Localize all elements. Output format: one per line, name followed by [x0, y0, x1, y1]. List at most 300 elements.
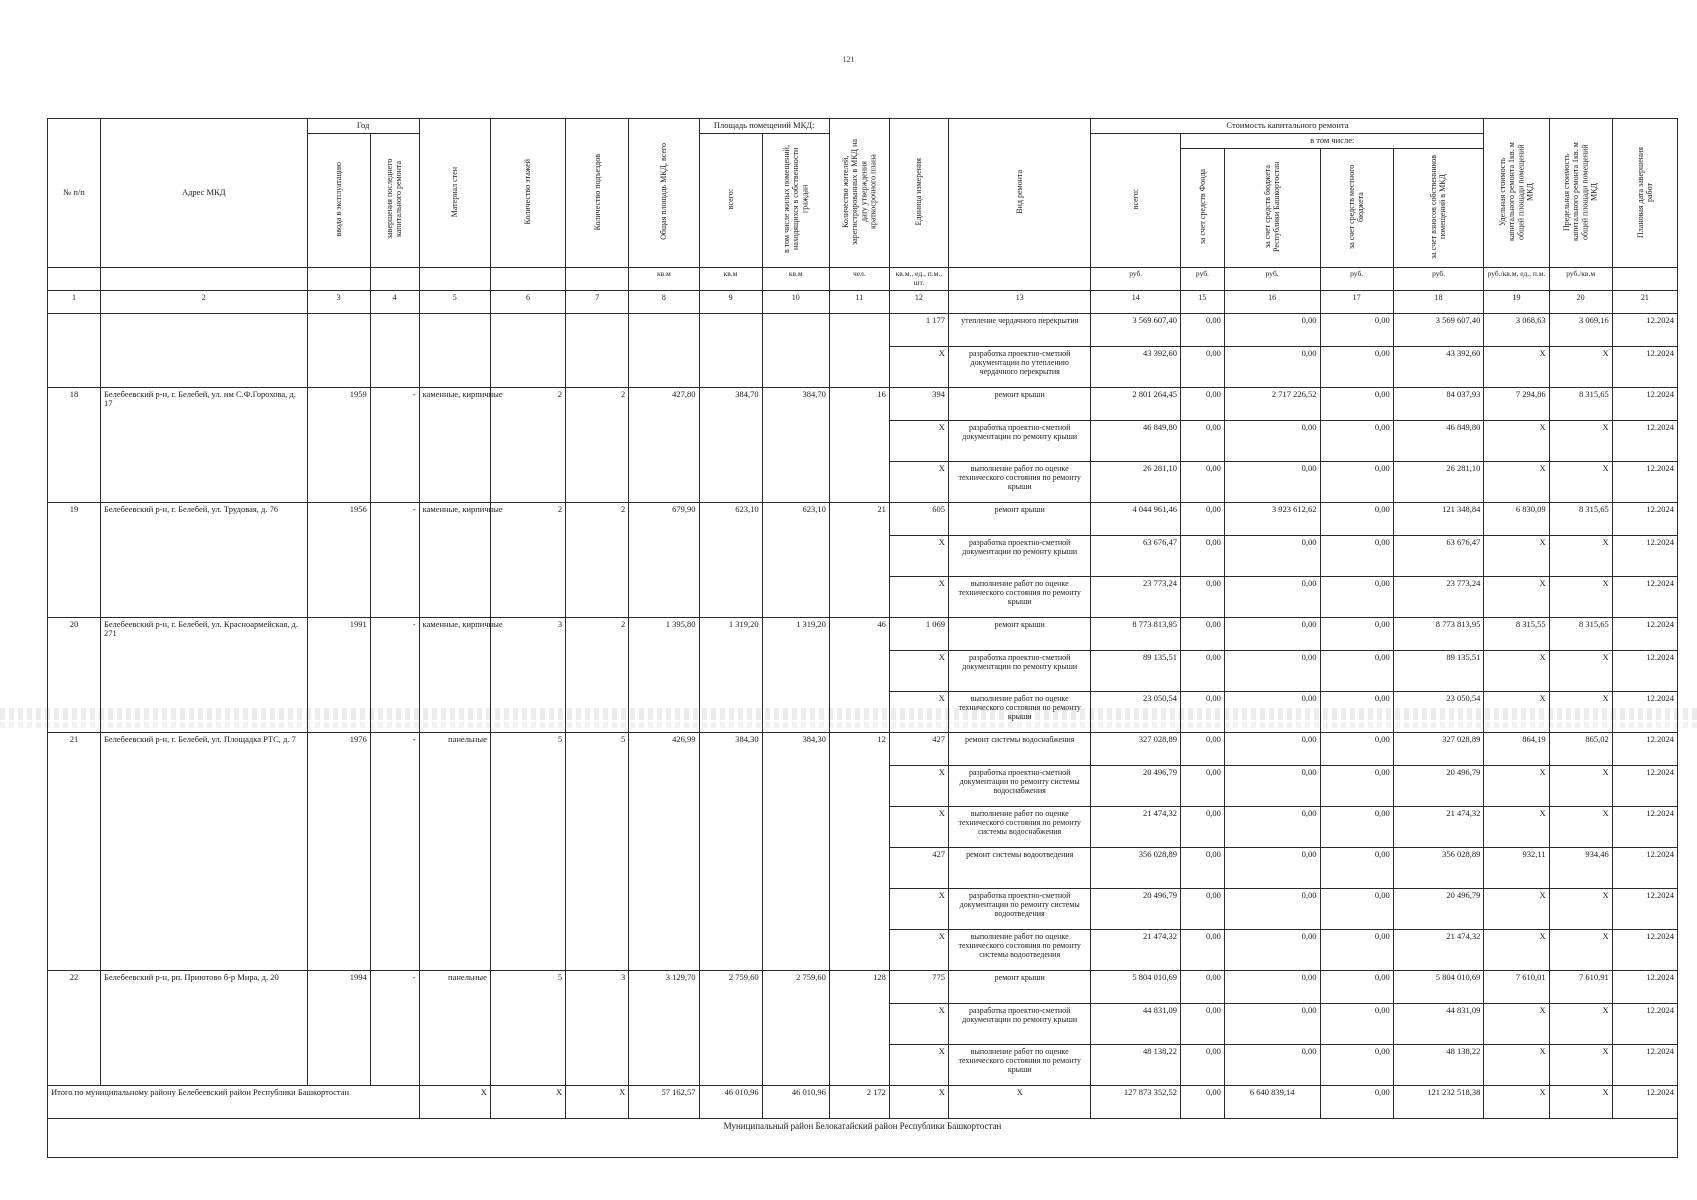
cost-owners: 23 050,54: [1393, 691, 1484, 732]
table-row: [48, 387, 1678, 420]
house-address: Белебеевский р-н, рп. Приютово б-р Мира, д. 20: [100, 970, 307, 1085]
work-type: разработка проектно-сметной документации по ремонту крыши: [948, 1003, 1091, 1044]
cost-total: 20 496,79: [1091, 888, 1181, 929]
table-row: [48, 313, 1678, 346]
cost-fund: 0,00: [1181, 1044, 1225, 1085]
year-last-repair: -: [370, 617, 419, 732]
unit-cost: 3 068,63: [1484, 313, 1549, 346]
limit-cost: 8 315,65: [1549, 617, 1612, 650]
unit-cost: X: [1484, 691, 1549, 732]
deadline: 12.2024: [1612, 387, 1677, 420]
total-floors: X: [490, 1085, 565, 1118]
house-number: 21: [48, 732, 101, 970]
work-type: ремонт крыши: [948, 387, 1091, 420]
unit-cost: 7 610,01: [1484, 970, 1549, 1003]
header-cost-group: Стоимость капитального ремонта: [1091, 119, 1484, 134]
header-area-total: всего:: [725, 189, 735, 210]
work-type: выполнение работ по оценке технического состояния по ремонту крыши: [948, 691, 1091, 732]
limit-cost: 8 315,65: [1549, 502, 1612, 535]
unit-value: 605: [889, 502, 948, 535]
unit-cell: [566, 268, 629, 290]
header-limit-cost-cell: [1549, 119, 1612, 268]
house-address: Белебеевский р-н, г. Белебей, ул. Трудовая, д. 76: [100, 502, 307, 617]
header-cost-republic: за счет средств бюджета Республики Башкортостан: [1262, 161, 1282, 252]
cost-total: 21 474,32: [1091, 929, 1181, 970]
work-type: выполнение работ по оценке технического состояния по ремонту крыши: [948, 461, 1091, 502]
year-commission: 1994: [307, 970, 370, 1085]
residents: 16: [829, 387, 889, 502]
work-type: ремонт системы водоотведения: [948, 847, 1091, 888]
unit-value: X: [889, 535, 948, 576]
house-address: Белебеевский р-н, г. Белебей, ул. Площадка РТС, д. 7: [100, 732, 307, 970]
total-area: 426,99: [629, 732, 699, 970]
cost-fund: 0,00: [1181, 888, 1225, 929]
cost-owners: 89 135,51: [1393, 650, 1484, 691]
deadline: 12.2024: [1612, 929, 1677, 970]
header-cost-total-cell: [1091, 133, 1181, 268]
cost-total: 356 028,89: [1091, 847, 1181, 888]
column-number-cell: 19: [1484, 290, 1549, 313]
cost-fund: 0,00: [1181, 732, 1225, 765]
column-number-cell: 11: [829, 290, 889, 313]
deadline: 12.2024: [1612, 1044, 1677, 1085]
cost-owners: 5 804 010,69: [1393, 970, 1484, 1003]
cost-republic: 0,00: [1224, 535, 1320, 576]
unit-cost: X: [1484, 929, 1549, 970]
cost-total: 4 044 961,46: [1091, 502, 1181, 535]
cost-local: 0,00: [1320, 502, 1393, 535]
header-material: Материал стен: [450, 166, 460, 217]
continuation-empty-cell: [566, 313, 629, 387]
header-unit: Единица измерения: [914, 158, 924, 226]
deadline: 12.2024: [1612, 732, 1677, 765]
deadline: 12.2024: [1612, 346, 1677, 387]
cost-fund: 0,00: [1181, 806, 1225, 847]
deadline: 12.2024: [1612, 420, 1677, 461]
limit-cost: X: [1549, 888, 1612, 929]
cost-fund: 0,00: [1181, 847, 1225, 888]
column-number-row: [48, 290, 1678, 313]
unit-value: X: [889, 1044, 948, 1085]
cost-local: 0,00: [1320, 387, 1393, 420]
table-row: [48, 970, 1678, 1003]
unit-value: 427: [889, 847, 948, 888]
column-number-cell: 16: [1224, 290, 1320, 313]
entrances: 5: [566, 732, 629, 970]
unit-cost: 6 830,09: [1484, 502, 1549, 535]
deadline: 12.2024: [1612, 576, 1677, 617]
cost-owners: 44 831,09: [1393, 1003, 1484, 1044]
cost-fund: 0,00: [1181, 420, 1225, 461]
residents: 128: [829, 970, 889, 1085]
cost-owners: 43 392,60: [1393, 346, 1484, 387]
header-area-total-cell: [699, 133, 762, 268]
limit-cost: 7 610,91: [1549, 970, 1612, 1003]
limit-cost: 8 315,65: [1549, 387, 1612, 420]
unit-value: X: [889, 420, 948, 461]
work-type: выполнение работ по оценке технического состояния по ремонту крыши: [948, 576, 1091, 617]
header-year-commission-cell: [307, 133, 370, 268]
cost-owners: 356 028,89: [1393, 847, 1484, 888]
unit-value: X: [889, 929, 948, 970]
cost-owners: 21 474,32: [1393, 806, 1484, 847]
cost-owners: 48 138,22: [1393, 1044, 1484, 1085]
premises-area-fee: 384,30: [762, 732, 829, 970]
cost-republic: 0,00: [1224, 970, 1320, 1003]
unit-cost: 7 294,86: [1484, 387, 1549, 420]
cost-local: 0,00: [1320, 847, 1393, 888]
deadline: 12.2024: [1612, 313, 1677, 346]
unit-cost: X: [1484, 888, 1549, 929]
cost-local: 0,00: [1320, 576, 1393, 617]
cost-local: 0,00: [1320, 650, 1393, 691]
unit-value: X: [889, 346, 948, 387]
deadline: 12.2024: [1612, 502, 1677, 535]
cost-total: 48 138,22: [1091, 1044, 1181, 1085]
header-cost-local-cell: [1320, 148, 1393, 268]
cost-republic: 6 640 839,14: [1224, 1085, 1320, 1118]
deadline: 12.2024: [1612, 535, 1677, 576]
total-row: [48, 1085, 1678, 1118]
cost-fund: 0,00: [1181, 1085, 1225, 1118]
cost-republic: 0,00: [1224, 576, 1320, 617]
limit-cost: X: [1549, 576, 1612, 617]
cost-local: 0,00: [1320, 1044, 1393, 1085]
unit-cell: [48, 268, 101, 290]
next-section-title: Муниципальный район Белокатайский район Республики Башкортостан: [48, 1118, 1678, 1157]
total-area: 1 395,80: [629, 617, 699, 732]
cost-local: 0,00: [1320, 1003, 1393, 1044]
deadline: 12.2024: [1612, 970, 1677, 1003]
floors: 3: [490, 617, 565, 732]
year-commission: 1959: [307, 387, 370, 502]
house-address: Белебеевский р-н, г. Белебей, ул. Красноармейская, д. 271: [100, 617, 307, 732]
cost-total: 5 804 010,69: [1091, 970, 1181, 1003]
deadline: 12.2024: [1612, 461, 1677, 502]
cost-fund: 0,00: [1181, 502, 1225, 535]
header-unit-cost: Удельная стоимость капитального ремонта 1кв. м общей площади помещений МКД: [1498, 142, 1535, 242]
unit-cost: X: [1484, 420, 1549, 461]
header-work-cell: [948, 119, 1091, 268]
cost-republic: 0,00: [1224, 346, 1320, 387]
floors: 2: [490, 502, 565, 617]
cost-owners: 20 496,79: [1393, 765, 1484, 806]
unit-cost: 8 315,55: [1484, 617, 1549, 650]
cost-republic: 0,00: [1224, 929, 1320, 970]
total-area: 679,90: [629, 502, 699, 617]
work-type: разработка проектно-сметной документации по ремонту системы водоотведения: [948, 888, 1091, 929]
unit-value: X: [889, 1003, 948, 1044]
cost-republic: 0,00: [1224, 650, 1320, 691]
cost-total: 43 392,60: [1091, 346, 1181, 387]
total-material: X: [419, 1085, 490, 1118]
premises-area: 1 319,20: [699, 617, 762, 732]
column-number-cell: 21: [1612, 290, 1677, 313]
cost-fund: 0,00: [1181, 617, 1225, 650]
column-number-cell: 15: [1181, 290, 1225, 313]
cost-local: 0,00: [1320, 313, 1393, 346]
header-cost-fund-cell: [1181, 148, 1225, 268]
column-number-cell: 1: [48, 290, 101, 313]
house-number: 18: [48, 387, 101, 502]
unit-value: X: [889, 888, 948, 929]
residents: 12: [829, 732, 889, 970]
units-row: [48, 268, 1678, 290]
limit-cost: X: [1549, 929, 1612, 970]
wall-material: панельные: [419, 732, 490, 970]
limit-cost: X: [1549, 535, 1612, 576]
cost-fund: 0,00: [1181, 691, 1225, 732]
unit-cost: X: [1484, 346, 1549, 387]
work-type: разработка проектно-сметной документации по ремонту крыши: [948, 650, 1091, 691]
unit-cell: руб./кв.м: [1549, 268, 1612, 290]
cost-total: 127 873 352,52: [1091, 1085, 1181, 1118]
premises-area: 623,10: [699, 502, 762, 617]
unit-cell: кв.м: [762, 268, 829, 290]
cost-fund: 0,00: [1181, 970, 1225, 1003]
cost-owners: 26 281,10: [1393, 461, 1484, 502]
header-including-group: в том числе:: [1181, 133, 1484, 148]
limit-cost: 3 069,16: [1549, 313, 1612, 346]
header-material-cell: [419, 119, 490, 268]
work-type: ремонт крыши: [948, 617, 1091, 650]
header-work-type: Вид ремонта: [1015, 169, 1025, 214]
header-floors-cell: [490, 119, 565, 268]
cost-republic: 0,00: [1224, 420, 1320, 461]
cost-local: 0,00: [1320, 535, 1393, 576]
cost-fund: 0,00: [1181, 576, 1225, 617]
house-number: 22: [48, 970, 101, 1085]
cost-total: 63 676,47: [1091, 535, 1181, 576]
limit-cost: X: [1549, 1003, 1612, 1044]
cost-owners: 46 849,80: [1393, 420, 1484, 461]
cost-republic: 0,00: [1224, 1003, 1320, 1044]
limit-cost: X: [1549, 1044, 1612, 1085]
cost-republic: 0,00: [1224, 313, 1320, 346]
limit-cost: X: [1549, 650, 1612, 691]
unit-cell: кв.м: [699, 268, 762, 290]
year-last-repair: -: [370, 732, 419, 970]
header-address: Адрес МКД: [100, 119, 307, 268]
unit-cost: X: [1484, 576, 1549, 617]
column-number-cell: 4: [370, 290, 419, 313]
column-number-cell: 6: [490, 290, 565, 313]
wall-material: панельные: [419, 970, 490, 1085]
continuation-empty-cell: [370, 313, 419, 387]
cost-total: 89 135,51: [1091, 650, 1181, 691]
deadline: 12.2024: [1612, 617, 1677, 650]
work-type: X: [948, 1085, 1091, 1118]
header-residents-cell: [829, 119, 889, 268]
column-number-cell: 14: [1091, 290, 1181, 313]
table-row: [48, 617, 1678, 650]
cost-fund: 0,00: [1181, 650, 1225, 691]
work-type: разработка проектно-сметной документации по утеплению чердачного перекрытия: [948, 346, 1091, 387]
house-number: 20: [48, 617, 101, 732]
column-number-cell: 10: [762, 290, 829, 313]
cost-total: 327 028,89: [1091, 732, 1181, 765]
cost-total: 21 474,32: [1091, 806, 1181, 847]
total-premises-area-fee: 46 010,96: [762, 1085, 829, 1118]
cost-local: 0,00: [1320, 888, 1393, 929]
premises-area: 2 759,60: [699, 970, 762, 1085]
column-number-cell: 13: [948, 290, 1091, 313]
cost-owners: 121 348,84: [1393, 502, 1484, 535]
unit-value: X: [889, 806, 948, 847]
house-number: 19: [48, 502, 101, 617]
cost-owners: 327 028,89: [1393, 732, 1484, 765]
cost-local: 0,00: [1320, 929, 1393, 970]
deadline: 12.2024: [1612, 847, 1677, 888]
cost-local: 0,00: [1320, 420, 1393, 461]
table-row: [48, 502, 1678, 535]
header-cost-total: всего:: [1131, 189, 1141, 210]
continuation-empty-cell: [490, 313, 565, 387]
header-year-last-cell: [370, 133, 419, 268]
deadline: 12.2024: [1612, 650, 1677, 691]
wall-material: каменные, кирпичные: [419, 502, 490, 617]
limit-cost: 865,02: [1549, 732, 1612, 765]
unit-value: 1 069: [889, 617, 948, 650]
residents: 46: [829, 617, 889, 732]
cost-total: 26 281,10: [1091, 461, 1181, 502]
cost-owners: 84 037,93: [1393, 387, 1484, 420]
header-year-last-repair: завершения последнего капитального ремонта: [385, 158, 404, 240]
header-entrances-cell: [566, 119, 629, 268]
header-cost-local: за счет средств местного бюджета: [1347, 164, 1366, 249]
unit-cost: X: [1484, 806, 1549, 847]
column-number-cell: 18: [1393, 290, 1484, 313]
header-limit-cost: Предельная стоимость капитального ремонта 1кв. м общей площади помещений МКД: [1562, 142, 1599, 242]
premises-area: 384,30: [699, 732, 762, 970]
column-number-cell: 3: [307, 290, 370, 313]
unit-cell: [1612, 268, 1677, 290]
header-entrances: Количество подъездов: [592, 153, 602, 230]
continuation-empty-cell: [419, 313, 490, 387]
floors: 2: [490, 387, 565, 502]
cost-republic: 3 923 612,62: [1224, 502, 1320, 535]
section-row: [48, 1118, 1678, 1157]
work-type: ремонт системы водоснабжения: [948, 732, 1091, 765]
deadline: 12.2024: [1612, 1085, 1677, 1118]
cost-fund: 0,00: [1181, 535, 1225, 576]
cost-total: 44 831,09: [1091, 1003, 1181, 1044]
premises-area-fee: 384,70: [762, 387, 829, 502]
cost-local: 0,00: [1320, 461, 1393, 502]
entrances: 3: [566, 970, 629, 1085]
page-number: 121: [842, 55, 855, 64]
cost-local: 0,00: [1320, 346, 1393, 387]
cost-local: 0,00: [1320, 691, 1393, 732]
continuation-empty-cell: [629, 313, 699, 387]
unit-cost: X: [1484, 461, 1549, 502]
cost-total: 8 773 813,95: [1091, 617, 1181, 650]
header-cost-fund: за счет средств Фонда: [1197, 168, 1207, 245]
column-number-cell: 5: [419, 290, 490, 313]
cost-republic: 0,00: [1224, 847, 1320, 888]
table-body: [48, 313, 1678, 1157]
cost-local: 0,00: [1320, 970, 1393, 1003]
work-type: разработка проектно-сметной документации по ремонту крыши: [948, 535, 1091, 576]
column-number-cell: 2: [100, 290, 307, 313]
work-type: разработка проектно-сметной документации по ремонту системы водоснабжения: [948, 765, 1091, 806]
cost-total: 46 849,80: [1091, 420, 1181, 461]
unit-cost: X: [1484, 1044, 1549, 1085]
column-number-cell: 9: [699, 290, 762, 313]
limit-cost: X: [1549, 1085, 1612, 1118]
year-commission: 1956: [307, 502, 370, 617]
header-floors: Количество этажей: [523, 159, 533, 225]
unit-value: X: [889, 765, 948, 806]
cost-republic: 0,00: [1224, 461, 1320, 502]
limit-cost: X: [1549, 420, 1612, 461]
cost-fund: 0,00: [1181, 461, 1225, 502]
year-commission: 1991: [307, 617, 370, 732]
total-area: 3 129,70: [629, 970, 699, 1085]
cost-total: 3 569 607,40: [1091, 313, 1181, 346]
header-area-fee-cell: [762, 133, 829, 268]
header-year-commission: ввода в эксплуатацию: [334, 161, 344, 237]
cost-owners: 8 773 813,95: [1393, 617, 1484, 650]
header-unit-cost-cell: [1484, 119, 1549, 268]
unit-cost: X: [1484, 535, 1549, 576]
unit-value: 427: [889, 732, 948, 765]
unit-value: X: [889, 650, 948, 691]
unit-cell: чел.: [829, 268, 889, 290]
header-cost-owners-cell: [1393, 148, 1484, 268]
limit-cost: X: [1549, 765, 1612, 806]
cost-republic: 0,00: [1224, 617, 1320, 650]
continuation-empty-cell: [762, 313, 829, 387]
unit-cost: X: [1484, 765, 1549, 806]
work-type: выполнение работ по оценке технического состояния по ремонту крыши: [948, 1044, 1091, 1085]
cost-republic: 0,00: [1224, 732, 1320, 765]
premises-area-fee: 1 319,20: [762, 617, 829, 732]
total-premises-area: 46 010,96: [699, 1085, 762, 1118]
column-number-cell: 20: [1549, 290, 1612, 313]
floors: 5: [490, 732, 565, 970]
deadline: 12.2024: [1612, 1003, 1677, 1044]
unit-cell: кв.м: [629, 268, 699, 290]
cost-republic: 2 717 226,52: [1224, 387, 1320, 420]
header-total-area-cell: [629, 119, 699, 268]
cost-total: 23 773,24: [1091, 576, 1181, 617]
cost-local: 0,00: [1320, 1085, 1393, 1118]
unit-cost: X: [1484, 1085, 1549, 1118]
year-last-repair: -: [370, 502, 419, 617]
cost-fund: 0,00: [1181, 1003, 1225, 1044]
year-commission: 1976: [307, 732, 370, 970]
total-area: 57 162,57: [629, 1085, 699, 1118]
cost-republic: 0,00: [1224, 806, 1320, 847]
premises-area-fee: 623,10: [762, 502, 829, 617]
total-entrances: X: [566, 1085, 629, 1118]
cost-total: 20 496,79: [1091, 765, 1181, 806]
entrances: 2: [566, 502, 629, 617]
entrances: 2: [566, 387, 629, 502]
cost-local: 0,00: [1320, 806, 1393, 847]
continuation-empty-cell: [48, 313, 101, 387]
unit-cell: руб.: [1091, 268, 1181, 290]
column-number-cell: 7: [566, 290, 629, 313]
continuation-empty-cell: [100, 313, 307, 387]
cost-owners: 20 496,79: [1393, 888, 1484, 929]
unit-cost: X: [1484, 1003, 1549, 1044]
column-number-cell: 12: [889, 290, 948, 313]
work-type: разработка проектно-сметной документации по ремонту крыши: [948, 420, 1091, 461]
cost-local: 0,00: [1320, 732, 1393, 765]
continuation-empty-cell: [307, 313, 370, 387]
